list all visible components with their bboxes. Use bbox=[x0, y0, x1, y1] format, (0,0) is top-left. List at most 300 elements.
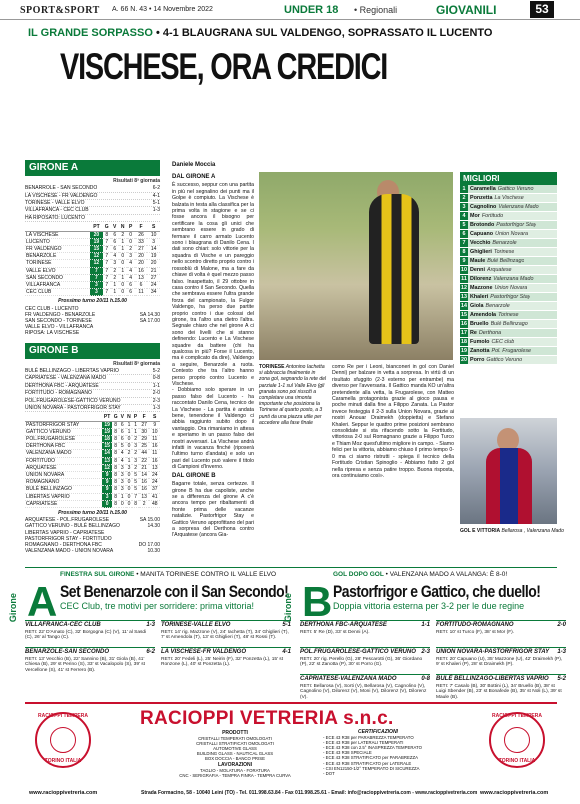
stat-cell: 3 bbox=[120, 464, 124, 471]
stat-cell: 8 bbox=[114, 435, 118, 442]
table-header-cell: S bbox=[149, 414, 160, 421]
match-box bbox=[436, 674, 566, 700]
result-row bbox=[25, 548, 160, 554]
match-score: 1-3 bbox=[152, 207, 160, 214]
rank: 14 bbox=[461, 303, 467, 309]
girone-b-next-title: Prossimo turno 20/11 h.15.00 bbox=[58, 510, 127, 516]
match-score: 10.30 bbox=[147, 548, 160, 555]
stat-cell: 3 bbox=[127, 253, 135, 260]
match-score: SA 14.30 bbox=[139, 311, 160, 318]
rank: 5 bbox=[460, 221, 468, 229]
stat-cell: 20 bbox=[135, 260, 148, 267]
match-teams: FORTITUDO-ROMAGNANO bbox=[436, 622, 514, 628]
stat-cell: 37 bbox=[149, 486, 160, 493]
match-score: 0-8 bbox=[152, 375, 160, 382]
stat-cell: 8 bbox=[114, 486, 118, 493]
player-name: Fumolo bbox=[470, 339, 490, 345]
match-title bbox=[436, 674, 566, 684]
player-club: Pol. Frugarolese bbox=[491, 348, 532, 354]
table-header-cell: P bbox=[133, 414, 138, 421]
match-title bbox=[161, 620, 291, 630]
player-name: Bruello bbox=[470, 321, 489, 327]
stat-cell: 8 bbox=[114, 428, 118, 435]
stat-cell: 16 bbox=[139, 479, 150, 486]
table-header-cell: V bbox=[120, 414, 124, 421]
player-club: Benarzole bbox=[492, 240, 517, 246]
table-header-cell bbox=[25, 414, 102, 421]
stat-cell: 0 bbox=[127, 238, 135, 245]
player-name: Mazzone bbox=[470, 285, 493, 291]
table-header-cell: PT bbox=[102, 414, 113, 421]
rank: 4 bbox=[460, 212, 468, 220]
table-header-cell: G bbox=[113, 414, 118, 421]
match-box bbox=[161, 620, 291, 641]
stat-cell: 7 bbox=[90, 274, 103, 281]
best-players-box bbox=[460, 172, 557, 365]
ad-products bbox=[175, 730, 295, 778]
match-scorers: RETI: 14' rig. Mazzone (V), 24' Iachetta (T), 34' Ghiglieri (T), 7' st Amendola (T), 13' st Ghiglieri (T), 48' st Rossi (T). bbox=[161, 629, 289, 641]
team-name: UNION NOVARA bbox=[25, 471, 102, 478]
stat-cell: 5 bbox=[120, 443, 124, 450]
rank: 7 bbox=[460, 239, 468, 247]
stat-cell: 8 bbox=[114, 464, 118, 471]
stat-cell: 3 bbox=[127, 464, 131, 471]
stat-cell: 7 bbox=[103, 267, 111, 274]
list-line: - ECE 43 R38 STRATIFICATO per LATERALE bbox=[323, 760, 412, 766]
best-player-row bbox=[460, 230, 557, 239]
table-header-cell: N bbox=[127, 414, 131, 421]
stat-cell: 7 bbox=[103, 281, 111, 288]
page-header bbox=[0, 0, 580, 20]
list-line: BOX DOCCIA - BANCO PRISE bbox=[205, 756, 265, 762]
player-club: Arquatese bbox=[486, 267, 512, 273]
best-player-row bbox=[460, 203, 557, 212]
girone-a-subtitle: CEC Club, tre motivi per sorridere: prima vittoria! bbox=[60, 601, 255, 611]
best-player-row bbox=[460, 284, 557, 293]
stat-cell: 0 bbox=[127, 443, 131, 450]
match-score: 1-1 bbox=[152, 382, 160, 389]
stat-cell: 0 bbox=[127, 493, 131, 500]
issue-info: A. 66 N. 43 • 14 Novembre 2022 bbox=[112, 6, 213, 13]
match-box bbox=[300, 647, 430, 668]
player-club: Gattico Veruno bbox=[497, 186, 534, 192]
stat-cell: 2 bbox=[127, 450, 131, 457]
stat-cell: 3 bbox=[102, 493, 113, 500]
result-row bbox=[25, 390, 160, 397]
result-row bbox=[25, 185, 160, 192]
table-row bbox=[25, 274, 160, 281]
girone-a-results-title: Risultati 8ª giornata bbox=[113, 178, 160, 184]
stat-cell: 1 bbox=[127, 421, 131, 428]
seal-top-text: RACIOPPI TEMPERA bbox=[491, 713, 542, 719]
stat-cell: 0 bbox=[120, 500, 124, 507]
stat-cell: 0 bbox=[119, 260, 127, 267]
match-scorers: RETI: 7' Casalo (B), 30' Bottini (L), 34' Bruello (B), 38' st Luigi Sbender (B), 23' st Bonafede (B), 35' st Noli (L), 39' st Maule (B). bbox=[436, 683, 562, 700]
match-teams: VILLAFRANCA-CEC CLUB bbox=[25, 622, 101, 628]
match-box bbox=[300, 674, 430, 700]
stat-cell: 12 bbox=[90, 260, 103, 267]
team-name: BENARZOLE bbox=[25, 253, 90, 260]
stat-cell: 9 bbox=[102, 479, 113, 486]
kicker-highlight: IL GRANDE SORPASSO bbox=[28, 27, 153, 39]
player-shirt bbox=[369, 194, 419, 344]
stat-cell: 19 bbox=[147, 253, 160, 260]
divider bbox=[25, 567, 557, 568]
list-line: CRISTALLI STRATIFICATI OMOLOGATI bbox=[196, 741, 274, 747]
ad-website-right[interactable]: www.racioppivetreria.com bbox=[480, 790, 549, 796]
table-header-cell: G bbox=[103, 224, 111, 231]
seal-bottom-text: TORINO ITALIA bbox=[44, 758, 82, 764]
match-score: 14.30 bbox=[147, 523, 160, 530]
best-player-row bbox=[460, 311, 557, 320]
player-club: Benarzole bbox=[485, 303, 510, 309]
table-row bbox=[25, 289, 160, 296]
girone-a-results bbox=[25, 185, 160, 222]
match-name: CEC CLUB - LUCENTO bbox=[25, 305, 79, 312]
team-name: LUCENTO bbox=[25, 238, 90, 245]
match-score: SA 15.00 bbox=[139, 517, 160, 524]
player-club: La Vischese bbox=[494, 195, 524, 201]
stat-cell: 1 bbox=[111, 289, 119, 296]
girone-b-kicker bbox=[333, 571, 507, 579]
list-line: CRISTALLI TEMPERATI OMOLOGATI bbox=[198, 736, 272, 742]
stat-cell: 2 bbox=[111, 267, 119, 274]
stat-cell: 1 bbox=[127, 457, 131, 464]
stat-cell: 2 bbox=[134, 435, 137, 442]
stat-cell: 48 bbox=[149, 500, 160, 507]
stat-cell: 1 bbox=[119, 238, 127, 245]
ad-lav-list bbox=[175, 768, 295, 778]
result-row bbox=[25, 368, 160, 375]
player-name: Ghiglieri bbox=[470, 249, 492, 255]
stat-cell: 8 bbox=[114, 421, 118, 428]
stat-cell: 20 bbox=[90, 231, 103, 238]
girone-a-kicker-hl: FINESTRA SUL GIRONE bbox=[60, 571, 135, 578]
seal-bottom-text: TORINO ITALIA bbox=[498, 758, 536, 764]
list-line: - ECE 43 R38 SPECIALE bbox=[323, 750, 372, 756]
masthead-logo: SPORT&SPORT bbox=[20, 5, 100, 16]
match-score: 6-2 bbox=[146, 649, 155, 655]
match-title bbox=[300, 620, 430, 630]
section-sub-label: • Regionali bbox=[354, 5, 398, 15]
stat-cell: 3 bbox=[134, 443, 137, 450]
stat-cell: 3 bbox=[147, 238, 160, 245]
stat-cell: 4 bbox=[120, 450, 124, 457]
stat-cell: 16 bbox=[135, 267, 148, 274]
player-club: Valenzana Mado bbox=[493, 276, 534, 282]
stat-cell: 0 bbox=[127, 500, 131, 507]
stat-cell: 1 bbox=[127, 428, 131, 435]
team-name: FORTITUDO bbox=[25, 457, 102, 464]
match-name: BULÉ BELLINZAGO - LIBERTAS VAPRIO bbox=[25, 367, 119, 374]
table-header-cell: S bbox=[147, 224, 160, 231]
best-player-row bbox=[460, 320, 557, 329]
match-score: 0-8 bbox=[421, 676, 430, 682]
match-teams: DERTHONA FBC-ARQUATESE bbox=[300, 622, 387, 628]
stat-cell: 2 bbox=[119, 231, 127, 238]
stat-cell: 7 bbox=[103, 274, 111, 281]
stat-cell: 24 bbox=[147, 281, 160, 288]
stat-cell: 13 bbox=[149, 464, 160, 471]
player-club: Pastorfrigor Stay bbox=[490, 294, 531, 300]
stat-cell: 7 bbox=[103, 289, 111, 296]
stat-cell: 6 bbox=[120, 428, 124, 435]
stat-cell: 8 bbox=[114, 500, 118, 507]
rank: 1 bbox=[460, 185, 468, 193]
table-row bbox=[25, 238, 160, 245]
result-row bbox=[25, 207, 160, 214]
stat-cell: 3 bbox=[90, 289, 103, 296]
rank: 9 bbox=[460, 257, 468, 265]
stat-cell: 27 bbox=[147, 274, 160, 281]
match-scorers: RETI: 20' Capuano (U), 35' Mazzone (U), 42' Draimekh (P), 9' st Khaleri (P), 28' st Draimekh (P). bbox=[436, 656, 563, 668]
match-name: ROMAGNANO - DERTHONA FBC bbox=[25, 542, 102, 549]
match-score: 4-1 bbox=[282, 649, 291, 655]
match-name: VALENZANA MADO - UNION NOVARA bbox=[25, 548, 114, 555]
girone-a-table bbox=[25, 224, 160, 296]
girone-b-title-bottom: Pastorfrigor e Gattico, che duello! bbox=[333, 582, 541, 601]
stat-cell: 7 bbox=[103, 245, 111, 252]
caption-lead: GOL E VITTORIA bbox=[460, 528, 501, 534]
stat-cell: 4 bbox=[120, 457, 124, 464]
team-name: VALENZANA MADO bbox=[25, 450, 102, 457]
stat-cell: 3 bbox=[90, 281, 103, 288]
stat-cell: 9 bbox=[149, 421, 160, 428]
stat-cell: 0 bbox=[119, 289, 127, 296]
list-line: - ECE 43 R38 STRATIFICATO per PARABREZZA bbox=[323, 755, 418, 761]
best-player-row bbox=[460, 239, 557, 248]
player-name: Capuano bbox=[470, 231, 494, 237]
match-name: CAPRIATESE - VALENZANA MADO bbox=[25, 375, 107, 382]
player-name: Re bbox=[470, 330, 477, 336]
match-score: 5-1 bbox=[282, 622, 291, 628]
best-players-list bbox=[460, 185, 557, 365]
stat-cell: 1 bbox=[134, 428, 137, 435]
stat-cell: 1 bbox=[119, 274, 127, 281]
advertisement bbox=[25, 702, 557, 804]
match-title bbox=[300, 674, 430, 684]
list-line: CNC - SERIGRAFIA - TEMPRA FINRA - TEMPRA CURVA bbox=[179, 772, 291, 778]
match-score: 4-1 bbox=[152, 192, 160, 199]
best-players-title: MIGLIORI bbox=[460, 172, 557, 185]
match-teams: TORINESE-VALLE ELVO bbox=[161, 622, 231, 628]
player-club: Bulé Bellinzago bbox=[490, 321, 528, 327]
stat-cell: 11 bbox=[135, 289, 148, 296]
stat-cell: 1 bbox=[134, 421, 137, 428]
match-name: BENARROLE - SAN SECONDO bbox=[25, 185, 98, 192]
stat-cell: 21 bbox=[139, 464, 150, 471]
best-player-row bbox=[460, 338, 557, 347]
best-player-row bbox=[460, 266, 557, 275]
stat-cell: 7 bbox=[134, 493, 137, 500]
match-score: 2-3 bbox=[421, 649, 430, 655]
stat-cell: 26 bbox=[135, 231, 148, 238]
result-row bbox=[25, 330, 160, 336]
stat-cell: 14 bbox=[147, 245, 160, 252]
stat-cell: 6 bbox=[111, 238, 119, 245]
stat-cell: 3 bbox=[134, 457, 137, 464]
player-club: CEC club bbox=[491, 339, 515, 345]
table-row bbox=[25, 443, 160, 450]
result-row bbox=[25, 383, 160, 390]
match-score: 2-0 bbox=[152, 390, 160, 397]
match-score: 1-3 bbox=[557, 649, 566, 655]
table-row bbox=[25, 281, 160, 288]
stat-cell: 1 bbox=[119, 267, 127, 274]
stat-cell: 11 bbox=[149, 435, 160, 442]
team-name: LIBERTAS VAPRIO bbox=[25, 493, 102, 500]
match-title bbox=[161, 647, 291, 657]
caption-lead: TORINESE bbox=[259, 364, 285, 370]
table-row bbox=[25, 231, 160, 238]
stat-cell: 8 bbox=[114, 443, 118, 450]
list-line: - ECE 43 R38 con 2.5° INASPREZZA TEMPERATO bbox=[323, 745, 422, 751]
player-club: Bulé Bellinzago bbox=[487, 258, 525, 264]
match-title bbox=[300, 647, 430, 657]
stat-cell: 0 bbox=[102, 500, 113, 507]
rank: 18 bbox=[461, 339, 467, 345]
best-player-row bbox=[460, 257, 557, 266]
match-name: POL.FRUGAROLESE-GATTICO VERUNO bbox=[25, 397, 121, 404]
stat-cell: 34 bbox=[147, 289, 160, 296]
match-box bbox=[436, 620, 566, 635]
girone-a-kicker-text: • MANITA TORINESE CONTRO IL VALLE ELVO bbox=[136, 571, 276, 578]
match-score: 1-3 bbox=[146, 622, 155, 628]
match-name: ARQUATESE - POL.FRUGAROLESE bbox=[25, 517, 110, 524]
ad-website-left[interactable]: www.racioppivetreria.com bbox=[29, 790, 98, 796]
kicker bbox=[28, 27, 492, 41]
match-box bbox=[25, 620, 155, 641]
rank: 6 bbox=[460, 230, 468, 238]
match-name: VALLE ELVO - VILLAFRANCA bbox=[25, 324, 94, 331]
table-row bbox=[25, 267, 160, 274]
stat-cell: 18 bbox=[102, 435, 113, 442]
match-teams: BENARZOLE-SAN SECONDO bbox=[25, 649, 110, 655]
stat-cell: 8 bbox=[114, 450, 118, 457]
table-row bbox=[25, 253, 160, 260]
article-text-2b: Bagarre totale, senza certezze. Il girone B ha due capoliste, anche se a differenza del girone A c'è ancora tempo per ribaltamenti di fronte prima delle vacanze natalizie. Pastorfrigor Stay e Gattico Veruno approfittano del pari a sorpresa del Derthona contro l'Arquatese (ancora Gia- bbox=[172, 481, 254, 539]
table-row bbox=[25, 500, 160, 507]
author: Daniele Moccia bbox=[172, 162, 216, 168]
stat-cell: 27 bbox=[139, 421, 150, 428]
best-player-row bbox=[460, 221, 557, 230]
result-row bbox=[25, 375, 160, 382]
kicker-text: • 4-1 BLAUGRANA SUL VALDENGO, SOPRASSATO IL LUCENTO bbox=[155, 27, 493, 39]
result-row bbox=[25, 193, 160, 200]
caption-text: Antonino Iachetta si abbraccia finalmente in zona gol, segnando la rete del parziale 1-1 sul Valle Elvo (gli granata sono poi riusciti a completare una rimonta importante che posiziona la Torinese al quarto posto, a 3 punti da una piazza utile per accedere alla fase finale bbox=[259, 364, 326, 426]
table-row bbox=[25, 457, 160, 464]
player-name: Denni bbox=[470, 267, 485, 273]
table-row bbox=[25, 260, 160, 267]
player-club: Union Novara bbox=[495, 231, 529, 237]
stat-cell: 7 bbox=[103, 253, 111, 260]
stat-cell: 6 bbox=[127, 289, 135, 296]
girone-b-results-title: Risultati 8ª giornata bbox=[113, 360, 160, 367]
team-name: CAPRIATESE bbox=[25, 500, 102, 507]
stat-cell: 33 bbox=[135, 238, 148, 245]
stat-cell: 6 bbox=[120, 435, 124, 442]
player-name: Dilorenz bbox=[470, 276, 492, 282]
match-photo-valenzana bbox=[460, 418, 557, 524]
match-name: HA RIPOSATO: LUCENTO bbox=[25, 214, 86, 221]
table-header-cell: F bbox=[139, 414, 150, 421]
stat-cell: 2 bbox=[111, 274, 119, 281]
table-row bbox=[25, 479, 160, 486]
seal-logo-left bbox=[35, 712, 91, 768]
match-scorers: RETI: 5' Re (D), 33' st Denni (A). bbox=[300, 629, 370, 635]
player-name: Brotondo bbox=[470, 222, 495, 228]
rank: 2 bbox=[460, 194, 468, 202]
rank: 16 bbox=[461, 321, 467, 327]
stat-cell: 10 bbox=[147, 231, 160, 238]
girone-a-box bbox=[25, 160, 160, 337]
girone-a-next-title: Prossimo turno 20/11 h.15.00 bbox=[58, 298, 127, 305]
match-name: LIBERTAS VAPRIO - CAPRIATESE bbox=[25, 529, 105, 536]
match-score: 2-3 bbox=[152, 397, 160, 404]
match-score: 1-3 bbox=[152, 404, 160, 411]
rank: 8 bbox=[460, 248, 468, 256]
best-player-row bbox=[460, 194, 557, 203]
rank: 19 bbox=[461, 348, 467, 354]
player-club: Torinese bbox=[498, 312, 519, 318]
stat-cell: 24 bbox=[149, 479, 160, 486]
match-title bbox=[25, 647, 155, 657]
stat-cell: 11 bbox=[149, 450, 160, 457]
girone-b-results bbox=[25, 368, 160, 412]
match-name: LA VISCHESE - FR VALDENGO bbox=[25, 192, 98, 199]
match-name: DERTHONA FBC - ARQUATESE bbox=[25, 382, 99, 389]
match-box bbox=[436, 647, 566, 668]
girone-a-next bbox=[25, 306, 160, 337]
match-scorers: RETI: Bellarosa (V), Sorti (V), Bellarosa (V), Cagnolino (V), Cagnolino (V), Dilorenz (V), Moni (V), Dilorenz (V), Dilorenz (V). bbox=[300, 683, 427, 700]
ad-lav-head: LAVORAZIONI bbox=[217, 761, 253, 768]
stat-cell: 0 bbox=[127, 231, 135, 238]
seal-logo-right bbox=[489, 712, 545, 768]
stat-cell: 7 bbox=[103, 238, 111, 245]
best-player-row bbox=[460, 302, 557, 311]
article-subhead-b: DAL GIRONE B bbox=[172, 472, 216, 479]
ad-products-list bbox=[175, 736, 295, 761]
article-text-1: È successo, seppur con una partita in più nel segnalino dei punti ma il Golpe è compiuto. La Vischese è balzata in testa alla classifica per la prima volta in stagione e se ci fosse ancora il bisogno per certificare la cosa gli unici che sembrano essere in grado di fermare il carro armato Lucento sono i blaugrana di Danilo Cena. I dati sono chiari: solo vittorie per la squadra di Vische e un pareggio nello scontro diretto proprio contro i rossoblù di Malone, ma a fare da chiave di volta è quel mezzo passo falso. Inaspettato, il 29 ottobre in casa contro il San Secondo. Quella che sembrava essere l'ultra grande forza del campionato, la Fulgor Valdengo, ha perso due partite proprio contro i due colossi del girone, tra l'altro una dietro l'altra. Segnale chiaro che nel girone A ci sono dei livelli che si stanno definendo: Lucento e La Vischese squadre da battere (chi ha qualcosa in più? Forse il Lucento, ma è complicato da dire), Valdengo a seguire, Benarzole a ruota. Contesto che tra l'altro hanno perso proprio contro Lucento e Vischese. bbox=[172, 182, 254, 387]
match-name: VILLAFRANCA - CEC CLUB bbox=[25, 207, 89, 214]
list-line: - CSI EN12150-1/2° TEMPERATO DI SICUREZZA bbox=[323, 765, 420, 771]
player-name: Mor bbox=[470, 213, 480, 219]
girone-b-box bbox=[25, 343, 160, 555]
player-club: Fortitudo bbox=[481, 213, 504, 219]
caption-text: Bellarosa , Valenzana Mado bbox=[501, 528, 564, 534]
stat-cell: 5 bbox=[134, 471, 137, 478]
stat-cell: 8 bbox=[114, 471, 118, 478]
stat-cell: 8 bbox=[114, 457, 118, 464]
best-player-row bbox=[460, 275, 557, 284]
stat-cell: 7 bbox=[90, 267, 103, 274]
table-row bbox=[25, 435, 160, 442]
stat-cell: 19 bbox=[102, 428, 113, 435]
stat-cell: 10 bbox=[149, 428, 160, 435]
article-col-3 bbox=[332, 364, 454, 479]
stat-cell: 1 bbox=[111, 281, 119, 288]
stat-cell: 14 bbox=[139, 471, 150, 478]
table-header-row bbox=[25, 414, 160, 421]
best-player-row bbox=[460, 356, 557, 365]
stat-cell: 14 bbox=[102, 450, 113, 457]
article-text-3: como Re per i Leoni, bianconeri in gol con Daniel Denni) per balzare in vetta a sorpresa. In virtù di un risultato sfuggito (2-3 esterno per entrambe) ma diverso per l'avversaria. Il Gattico manda KO un'altra pretendente alla vetta, la Frugarolese, con Matteo Caramella protagonista grazie al gioco pausa e poche minuti dalla fine a Filippo Zanata. La Pastor invece festeggia il 2-3 sulla Union Novara, grazie ai nostri Anouar Draimekh (doppietta) e Stefano Khaleri. Seppur le quattro prime posizioni sembrano consolidate si sta rifacendo sotto la Fortitudo, vittoriosa 2-0 sul Romagnano grazie a Filippo Turco e Thiam Moz quest'ultimo migliore in campo. - Siamo felici per la vittoria, abbiamo chiuso il primo tempo 0-0 ma ci siamo ristrutti - spiega il tecnico della Fortitudo Cristian Spinoglio - Abbiamo fatto 2 gol nella ripresa e senza patire troppo. Buona risposta, ora continuiamo così». bbox=[332, 364, 454, 479]
team-name: FR VALDENGO bbox=[25, 245, 90, 252]
stat-cell: 3 bbox=[120, 471, 124, 478]
player-name: Cagnolino bbox=[470, 204, 497, 210]
girone-b-letter: B bbox=[302, 578, 333, 625]
stat-cell: 8 bbox=[114, 493, 118, 500]
